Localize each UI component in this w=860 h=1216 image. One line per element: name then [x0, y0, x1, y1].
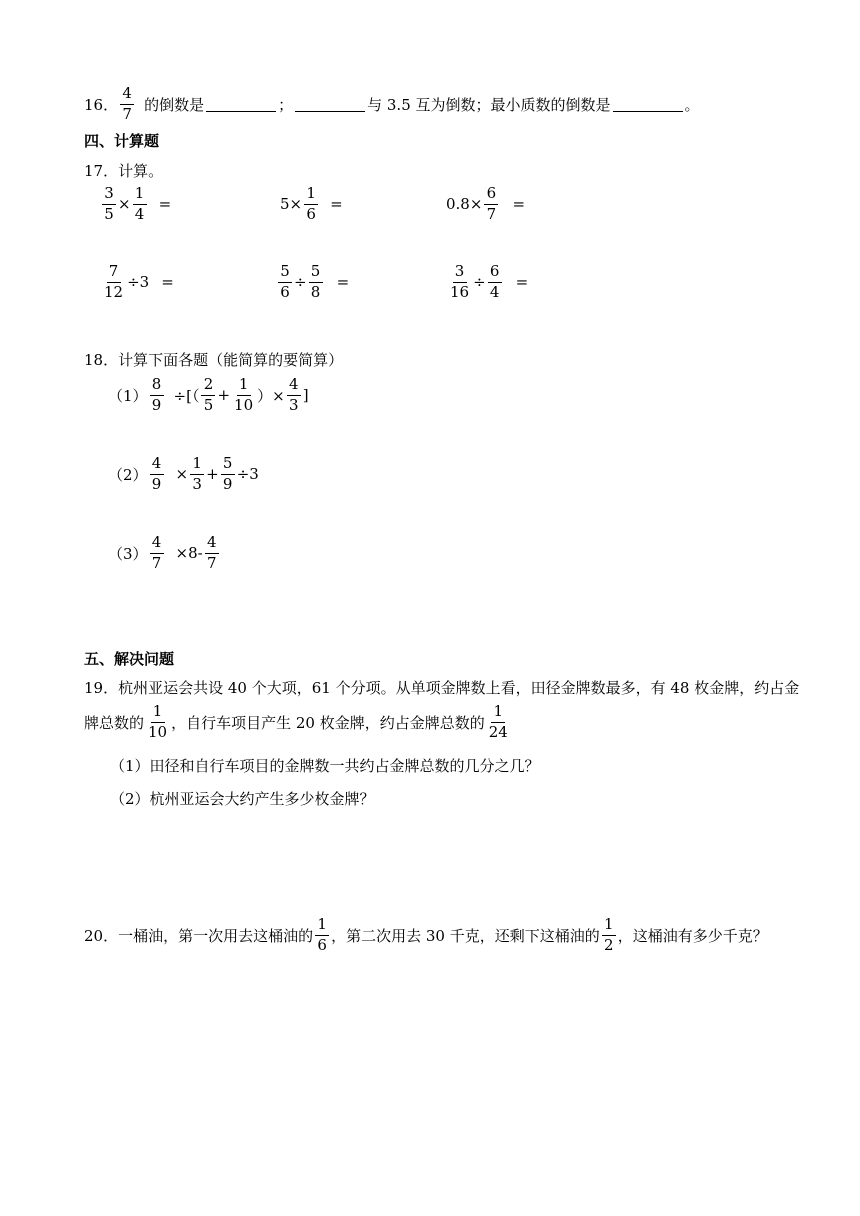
q16-blank-1: [206, 97, 276, 112]
fraction: [448, 264, 471, 301]
operand: ÷3: [127, 273, 150, 292]
body-text: ，自行车项目产生 20 枚金牌，约占金牌总数的: [171, 713, 485, 732]
fraction: [201, 377, 215, 414]
denominator: 10: [234, 395, 254, 414]
q17-row1-b: [280, 186, 343, 223]
equals-sign: =: [512, 195, 526, 214]
fraction: [150, 377, 164, 414]
q16-frac-num: 4: [120, 86, 134, 105]
q16-text-1: 的倒数是: [144, 95, 205, 114]
fraction: [488, 264, 502, 301]
q18-prompt: 18．计算下面各题（能简算的要简算）: [84, 351, 344, 369]
q19-sub-2: （2）杭州亚运会大约产生多少枚金牌？: [110, 790, 375, 808]
numerator: 1: [602, 917, 616, 936]
fraction: [602, 917, 616, 954]
denominator: 2: [603, 935, 614, 954]
q16-frac-den: 7: [122, 104, 132, 123]
denominator: 9: [151, 395, 162, 414]
operator: ÷: [294, 273, 307, 292]
equals-sign: =: [330, 195, 343, 214]
section-5-title: 五、解决问题: [84, 650, 175, 668]
q17-row2-c: [446, 264, 528, 301]
denominator: 16: [450, 282, 470, 301]
operator: +: [217, 386, 231, 405]
expression-text: ÷[（: [173, 386, 200, 405]
fraction: [287, 377, 301, 414]
numerator: 1: [133, 186, 147, 205]
numerator: 4: [150, 535, 164, 554]
expression-text: ÷3: [236, 465, 259, 484]
numerator: 3: [102, 186, 116, 205]
denominator: 12: [104, 282, 124, 301]
numerator: 1: [151, 704, 165, 723]
q19-line-2: [84, 704, 512, 741]
denominator: 6: [280, 282, 290, 301]
denominator: 7: [486, 204, 497, 223]
expression-text: ]: [302, 386, 309, 405]
denominator: 8: [310, 282, 321, 301]
q17-row1-a: [100, 186, 171, 223]
q19-sub-1: （1）田径和自行车项目的金牌数一共约占金牌总数的几分之几？: [110, 757, 540, 775]
fraction: [315, 917, 329, 954]
fraction: [190, 456, 204, 493]
fraction: [150, 456, 164, 493]
numerator: 1: [491, 704, 505, 723]
denominator: 7: [151, 553, 162, 572]
numerator: 1: [304, 186, 318, 205]
fraction: [278, 264, 292, 301]
numerator: 4: [287, 377, 301, 396]
operand: 5×: [280, 195, 303, 214]
denominator: 7: [206, 553, 217, 572]
q16-text-3: 与 3.5 互为倒数；最小质数的倒数是: [367, 95, 611, 114]
q16-text-4: 。: [684, 95, 700, 114]
fraction: [232, 377, 255, 414]
q16-fraction: [120, 86, 134, 123]
section-4-title: 四、计算题: [84, 132, 160, 150]
equals-sign: =: [161, 273, 174, 292]
fraction: [102, 264, 125, 301]
numerator: 6: [484, 186, 498, 205]
q16-blank-3: [613, 97, 683, 112]
denominator: 5: [104, 204, 114, 223]
fraction: [484, 186, 498, 223]
q17-row1-c: [446, 186, 525, 223]
operator: ×: [118, 195, 131, 214]
operator: +: [206, 465, 219, 484]
fraction: [133, 186, 147, 223]
expression-text: ×8-: [175, 544, 203, 563]
numerator: 7: [107, 264, 121, 283]
q16-text-2: ；: [278, 95, 294, 114]
body-text: ，这桶油有多少千克？: [617, 926, 768, 945]
question-20: [84, 917, 768, 954]
part-label: （1）: [108, 386, 148, 405]
fraction: [102, 186, 116, 223]
operator: ÷: [473, 273, 486, 292]
equals-sign: =: [336, 273, 350, 292]
numerator: 6: [488, 264, 502, 283]
fraction: [309, 264, 323, 301]
numerator: 4: [205, 535, 219, 554]
denominator: 6: [317, 935, 327, 954]
numerator: 5: [278, 264, 292, 283]
numerator: 5: [309, 264, 323, 283]
q17-row2-a: [100, 264, 174, 301]
equals-sign: =: [158, 195, 172, 214]
denominator: 3: [288, 395, 299, 414]
body-text: 20．一桶油，第一次用去这桶油的: [84, 926, 314, 945]
numerator: 5: [221, 456, 235, 475]
denominator: 10: [148, 722, 168, 741]
q16-blank-2: [295, 97, 365, 112]
denominator: 9: [222, 474, 233, 493]
denominator: 24: [488, 722, 508, 741]
denominator: 6: [306, 204, 316, 223]
expression-text: ×: [175, 465, 189, 484]
denominator: 5: [203, 395, 214, 414]
q17-prompt: 17．计算。: [84, 162, 164, 180]
q16-number: 16．: [84, 95, 119, 114]
fraction: [304, 186, 318, 223]
numerator: 2: [201, 377, 215, 396]
q18-part-2: [108, 456, 259, 493]
equals-sign: =: [515, 273, 529, 292]
fraction: [205, 535, 219, 572]
q19-line-1: 19．杭州亚运会共设 40 个大项，61 个分项。从单项金牌数上看，田径金牌数最多，有 48 枚金牌，约占金: [84, 679, 800, 697]
fraction: [150, 535, 164, 572]
denominator: 4: [134, 204, 145, 223]
numerator: 1: [237, 377, 251, 396]
numerator: 1: [315, 917, 329, 936]
part-label: （3）: [108, 544, 148, 563]
q18-part-3: [108, 535, 221, 572]
denominator: 3: [192, 474, 202, 493]
numerator: 4: [150, 456, 164, 475]
body-text: ，第二次用去 30 千克，还剩下这桶油的: [331, 926, 600, 945]
fraction: [146, 704, 169, 741]
body-text: 牌总数的: [84, 713, 145, 732]
fraction: [487, 704, 510, 741]
question-16: [84, 86, 700, 123]
expression-text: ）×: [257, 386, 285, 405]
part-label: （2）: [108, 465, 148, 484]
numerator: 8: [150, 377, 164, 396]
fraction: [221, 456, 235, 493]
q18-part-1: [108, 377, 309, 414]
numerator: 3: [453, 264, 467, 283]
denominator: 4: [489, 282, 500, 301]
q17-row2-b: [276, 264, 349, 301]
operand: 0.8×: [446, 195, 483, 214]
denominator: 9: [151, 474, 162, 493]
numerator: 1: [190, 456, 204, 475]
